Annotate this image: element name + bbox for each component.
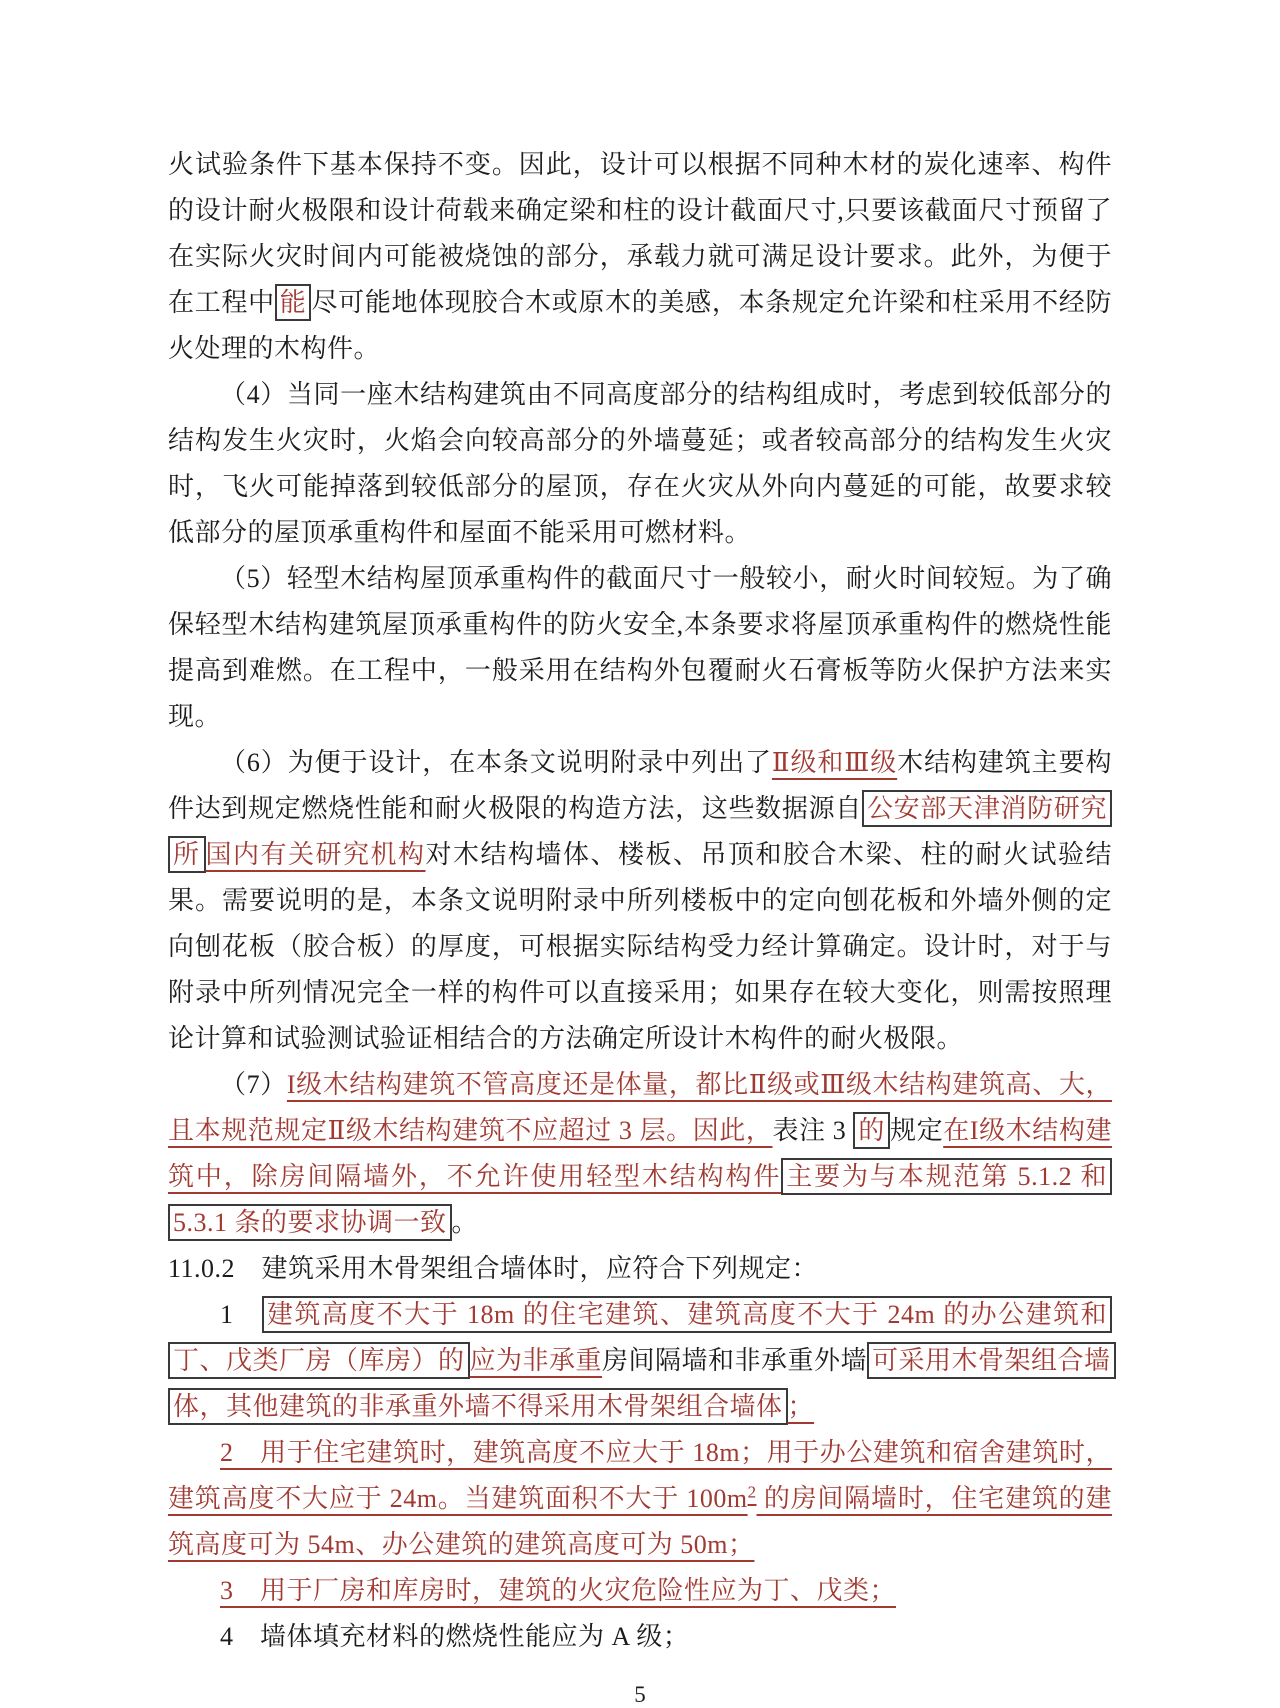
note-7-paragraph — [168, 1062, 1112, 1246]
text-run: 。 — [451, 1208, 479, 1237]
text-run: 木结构建筑主要构件达到规定燃烧性能和耐火极限的构造方法，这些数据源自 — [168, 748, 1112, 823]
boxed-revision-text: 可采用木骨架组合墙体，其他建筑的非承重外墙不得采用木骨架组合墙体 — [168, 1342, 1116, 1425]
text-run: （5）轻型木结构屋顶承重构件的截面尺寸一般较小，耐火时间较短。为了确保轻型木结构建筑屋顶承重构件的防火安全,本条要求将屋顶承重构件的燃烧性能提高到难燃。在工程中，一般采用在结构外包覆耐火石膏板等防火保护方法来实现。 — [168, 564, 1112, 731]
text-run: 1 — [220, 1300, 262, 1329]
clause-11-0-2-heading — [168, 1246, 1112, 1292]
document-body — [168, 142, 1112, 1660]
text-run: 4 墙体填充材料的燃烧性能应为 A 级； — [220, 1622, 690, 1651]
text-run: 表注 3 — [772, 1116, 854, 1145]
text-run: 房间隔墙和非承重外墙 — [602, 1346, 868, 1375]
boxed-revision-text: 主要为与本规范第 5.1.2 和 5.3.1 条的要求协调一致 — [168, 1158, 1112, 1241]
note-6-paragraph — [168, 740, 1112, 1062]
text-run: 对木结构墙体、楼板、吊顶和胶合木梁、柱的耐火试验结果。需要说明的是，本条文说明附录中所列楼板中的定向刨花板和外墙外侧的定向刨花板（胶合板）的厚度，可根据实际结构受力经计算确定。设计时，对于与附录中所列情况完全一样的构件可以直接采用；如果存在较大变化，则需按照理论计算和试验测试验证相结合的方法确定所设计木构件的耐火极限。 — [168, 840, 1112, 1053]
inserted-text: 在I级木结构建筑中，除房间隔墙外，不允许使用轻型木结构构件 — [168, 1116, 1112, 1191]
text-run: 尽可能地体现胶合木或原木的美感，本条规定允许梁和柱采用不经防火处理的木构件。 — [168, 288, 1112, 363]
continued-paragraph — [168, 142, 1112, 372]
text-run: （4）当同一座木结构建筑由不同高度部分的结构组成时，考虑到较低部分的结构发生火灾时，火焰会向较高部分的外墙蔓延；或者较高部分的结构发生火灾时，飞火可能掉落到较低部分的屋顶，存在火灾从外向内蔓延的可能，故要求较低部分的屋顶承重构件和屋面不能采用可燃材料。 — [168, 380, 1112, 547]
clause-item-3 — [168, 1568, 1112, 1614]
inserted-text: 国内有关研究机构 — [205, 840, 426, 869]
boxed-revision-text: 公安部天津消防研究所 — [168, 790, 1112, 873]
text-run: 规定 — [890, 1116, 944, 1145]
superscript-text: 2 — [747, 1482, 757, 1502]
inserted-text: 应为非承重 — [469, 1346, 603, 1375]
note-5-paragraph — [168, 556, 1112, 740]
clause-item-2 — [168, 1430, 1112, 1568]
inserted-text: ； — [787, 1392, 815, 1421]
inserted-text: 的房间隔墙时，住宅建筑的建筑高度可为 54m、办公建筑的建筑高度可为 50m； — [168, 1484, 1112, 1559]
boxed-revision-text: 能 — [275, 284, 312, 321]
inserted-text: I级木结构建筑不管高度还是体量，都比Ⅱ级或Ⅲ级木结构建筑高、大，且本规范规定Ⅱ级木结构建筑不应超过 3 层。因此， — [168, 1070, 1112, 1145]
boxed-revision-text: 建筑高度不大于 18m 的住宅建筑、建筑高度不大于 24m 的办公建筑和丁、戊类厂房（库房）的 — [168, 1296, 1112, 1379]
clause-item-4 — [168, 1614, 1112, 1660]
text-run: （7） — [220, 1070, 287, 1099]
boxed-revision-text: 的 — [853, 1112, 890, 1149]
inserted-text: 2 用于住宅建筑时，建筑高度不应大于 18m；用于办公建筑和宿舍建筑时，建筑高度不大应于 24m。当建筑面积不大于 100m — [168, 1438, 1112, 1513]
inserted-text: Ⅱ级和Ⅲ级 — [771, 748, 898, 777]
inserted-text: 3 用于厂房和库房时，建筑的火灾危险性应为丁、戊类； — [220, 1576, 897, 1605]
page-number: 5 — [634, 1682, 646, 1707]
text-run: （6）为便于设计，在本条文说明附录中列出了 — [220, 748, 772, 777]
note-4-paragraph — [168, 372, 1112, 556]
clause-item-1 — [168, 1292, 1112, 1430]
text-run: 火试验条件下基本保持不变。因此，设计可以根据不同种木材的炭化速率、构件的设计耐火极限和设计荷载来确定梁和柱的设计截面尺寸,只要该截面尺寸预留了在实际火灾时间内可能被烧蚀的部分，承载力就可满足设计要求。此外，为便于在工程中 — [168, 150, 1112, 317]
text-run: 11.0.2 建筑采用木骨架组合墙体时，应符合下列规定： — [168, 1254, 819, 1283]
